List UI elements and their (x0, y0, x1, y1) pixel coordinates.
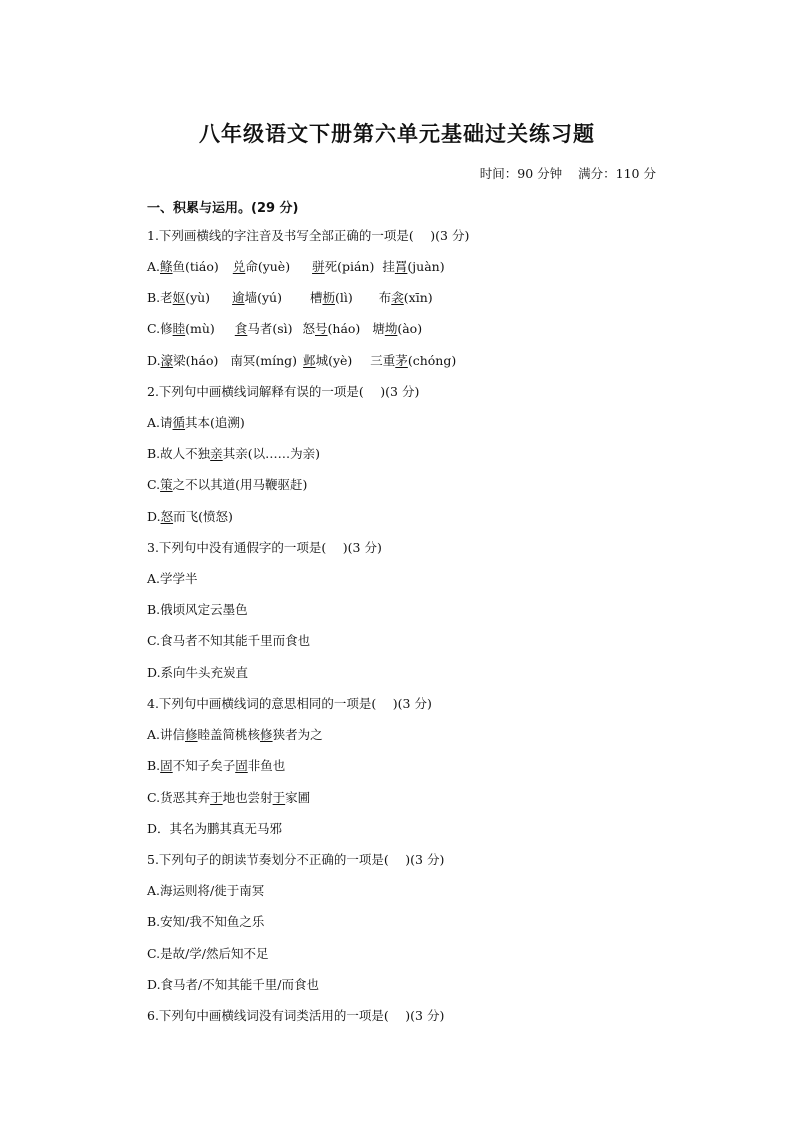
question-5-stem: 5.下列句子的朗读节奏划分不正确的一项是( )(3 分) (147, 852, 445, 867)
section-heading: 一、积累与运用。(29 分) (147, 201, 299, 216)
question-2-option-b: B.故人不独亲其亲(以……为亲) (147, 446, 320, 461)
question-1-option-b: B.老妪(yù) 逾墙(yú) 槽枥(lì) 布衾(xīn) (147, 290, 433, 305)
question-2-option-a: A.请循其本(追溯) (147, 415, 245, 430)
question-2-stem: 2.下列句中画横线词解释有误的一项是( )(3 分) (147, 384, 420, 399)
question-5-option-b: B.安知/我不知鱼之乐 (147, 914, 265, 929)
question-5-option-c: C.是故/学/然后知不足 (147, 946, 269, 961)
question-4-option-b: B.固不知子矣子固非鱼也 (147, 758, 286, 773)
question-4-option-a: A.讲信修睦盖简桃核修狭者为之 (147, 727, 323, 742)
exam-score: 满分：110 分 (578, 166, 656, 181)
question-5-option-d: D.食马者/不知其能千里/而食也 (147, 977, 319, 992)
question-4-stem: 4.下列句中画横线词的意思相同的一项是( )(3 分) (147, 696, 432, 711)
question-3-option-a: A.学学半 (147, 571, 198, 586)
question-3-option-d: D.系向牛头充炭直 (147, 665, 249, 680)
question-3-stem: 3.下列句中没有通假字的一项是( )(3 分) (147, 540, 382, 555)
question-1-option-c: C.修睦(mù) 食马者(sì) 怒号(háo) 塘坳(ào) (147, 321, 423, 336)
question-4-option-c: C.货恶其弃于地也尝射于家圃 (147, 790, 311, 805)
question-4-option-d: D．其名为鹏其真无马邪 (147, 821, 283, 836)
question-3-option-c: C.食马者不知其能千里而食也 (147, 633, 311, 648)
document-title: 八年级语文下册第六单元基础过关练习题 (199, 122, 595, 146)
question-5-option-a: A.海运则将/徙于南冥 (147, 883, 265, 898)
exam-meta (480, 164, 656, 182)
exam-time: 时间：90 分钟 (479, 166, 563, 181)
question-1-option-d: D.濠梁(háo) 南冥(míng) 邺城(yè) 三重茅(chóng) (147, 353, 457, 368)
question-2-option-c: C.策之不以其道(用马鞭驱赶) (147, 477, 308, 492)
question-6-stem: 6.下列句中画横线词没有词类活用的一项是( )(3 分) (147, 1008, 445, 1023)
question-3-option-b: B.俄顷风定云墨色 (147, 602, 248, 617)
question-1-stem: 1.下列画横线的字注音及书写全部正确的一项是( )(3 分) (147, 228, 470, 243)
question-1-option-a: A.鲦鱼(tiáo) 兑命(yuè) 骈死(pián) 挂罥(juàn) (147, 259, 445, 274)
question-2-option-d: D.怒而飞(愤怒) (147, 509, 233, 524)
